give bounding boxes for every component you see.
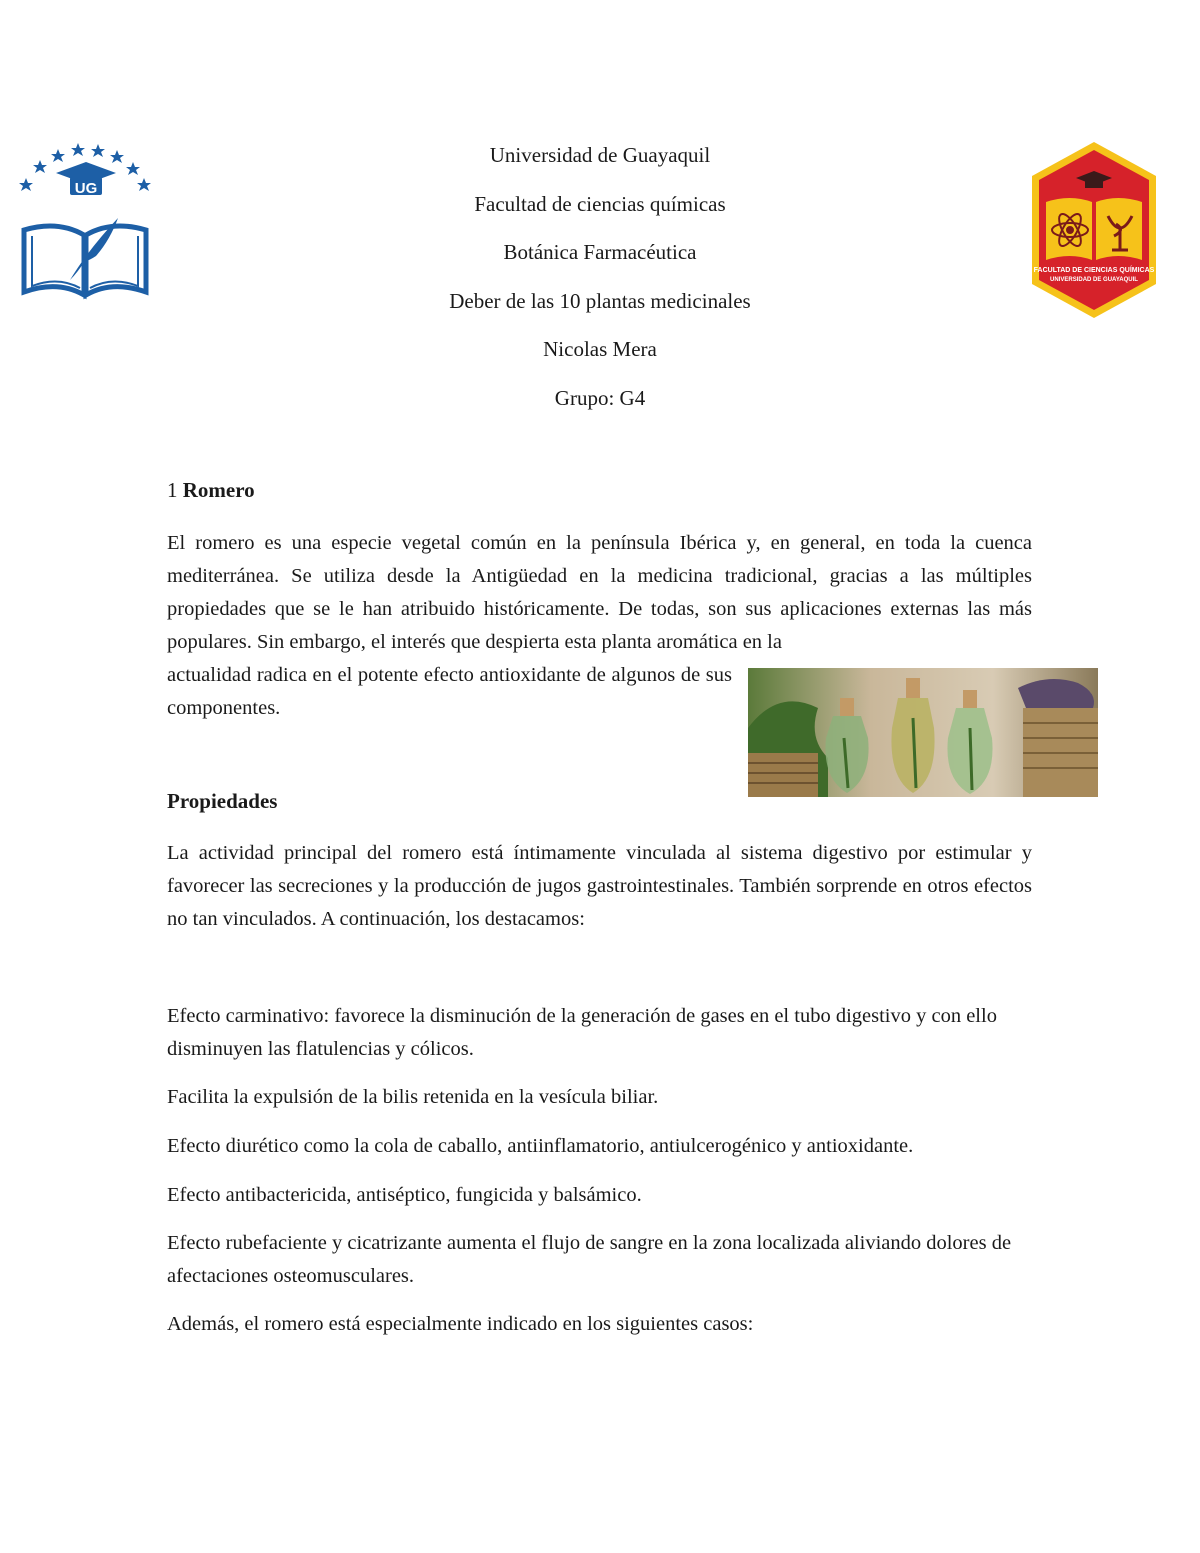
effect-item: Efecto carminativo: favorece la disminución de la generación de gases en el tubo digestivo y con ello disminuyen las flatulencias y cólicos. xyxy=(167,1005,997,1060)
cover-header xyxy=(300,138,900,429)
ug-logo xyxy=(18,140,152,300)
section-heading xyxy=(167,478,255,503)
effect-item: Efecto antibactericida, antiséptico, fungicida y balsámico. xyxy=(167,1184,642,1206)
effect-item: Facilita la expulsión de la bilis retenida en la vesícula biliar. xyxy=(167,1086,659,1108)
effect-item: Efecto rubefaciente y cicatrizante aumenta el flujo de sangre en la zona localizada aliviando dolores de afectaciones osteomusculares. xyxy=(167,1232,1012,1287)
section-number: 1 xyxy=(167,478,178,502)
rosemary-bottles-image xyxy=(748,668,1098,797)
fcq-logo-subtext: UNIVERSIDAD DE GUAYAQUIL xyxy=(1050,277,1138,283)
university-name: Universidad de Guayaquil xyxy=(489,143,711,167)
intro-paragraph: El romero es una especie vegetal común en la península Ibérica y, en general, en toda la cuenca mediterránea. Se utiliza desde la Antigüedad en la medicina tradicional, gracias a las múltiples propiedades que se le han atribuido históricamente. De todas, son sus aplicaciones externas las más populares. Sin embargo, el interés que despierta esta planta aromática en la xyxy=(167,532,1032,653)
student-name: Nicolas Mera xyxy=(543,337,657,361)
intro-paragraph-continued: actualidad radica en el potente efecto antioxidante de algunos de sus componentes. xyxy=(167,664,732,719)
fcq-logo xyxy=(1030,140,1158,320)
subject-name: Botánica Farmacéutica xyxy=(503,240,697,264)
graduation-cap-icon xyxy=(56,162,116,197)
properties-heading: Propiedades xyxy=(167,789,278,813)
faculty-name: Facultad de ciencias químicas xyxy=(474,191,726,216)
assignment-title: Deber de las 10 plantas medicinales xyxy=(449,288,751,313)
effect-item: Efecto diurético como la cola de caballo, antiinflamatorio, antiulcerogénico y antioxidante. xyxy=(167,1135,914,1157)
fcq-logo-text: FACULTAD DE CIENCIAS QUÍMICAS xyxy=(1033,267,1155,274)
quill-icon xyxy=(70,218,118,280)
svg-text:UG: UG xyxy=(74,180,98,197)
closing-paragraph: Además, el romero está especialmente indicado en los siguientes casos: xyxy=(167,1313,754,1335)
properties-paragraph: La actividad principal del romero está íntimamente vinculada al sistema digestivo por estimular y favorecer las secreciones y la producción de jugos gastrointestinales. También sorprende en otros efectos no tan vinculados. A continuación, los destacamos: xyxy=(167,842,1032,930)
group-label: Grupo: G4 xyxy=(554,385,646,410)
section-title: Romero xyxy=(182,478,255,502)
